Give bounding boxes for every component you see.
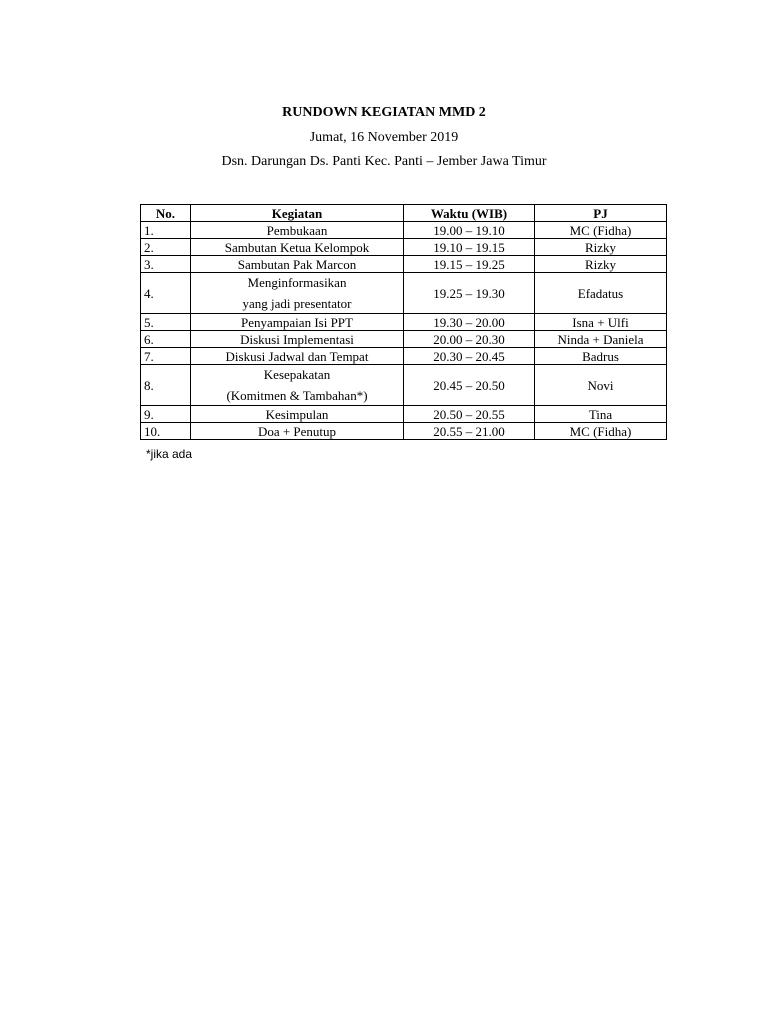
cell-no: 8. xyxy=(141,365,191,406)
cell-no: 1. xyxy=(141,222,191,239)
cell-pj: Ninda + Daniela xyxy=(535,331,667,348)
table-row xyxy=(141,406,667,423)
table-row xyxy=(141,314,667,331)
cell-waktu: 19.10 – 19.15 xyxy=(404,239,535,256)
cell-kegiatan xyxy=(191,365,404,406)
document-title: RUNDOWN KEGIATAN MMD 2 xyxy=(282,105,486,120)
cell-pj: Novi xyxy=(535,365,667,406)
cell-kegiatan-line2: (Komitmen & Tambahan*) xyxy=(226,388,368,403)
cell-waktu: 19.00 – 19.10 xyxy=(404,222,535,239)
cell-no: 5. xyxy=(141,314,191,331)
cell-waktu: 20.30 – 20.45 xyxy=(404,348,535,365)
table-body xyxy=(141,222,667,440)
table-header-row xyxy=(141,205,667,222)
cell-pj: Badrus xyxy=(535,348,667,365)
table-row xyxy=(141,365,667,406)
cell-pj: Rizky xyxy=(535,256,667,273)
cell-waktu: 19.30 – 20.00 xyxy=(404,314,535,331)
rundown-table xyxy=(140,204,667,440)
cell-kegiatan xyxy=(191,273,404,314)
table-row xyxy=(141,423,667,440)
table-row xyxy=(141,348,667,365)
cell-pj: Tina xyxy=(535,406,667,423)
cell-kegiatan: Kesimpulan xyxy=(191,406,404,423)
cell-kegiatan: Penyampaian Isi PPT xyxy=(191,314,404,331)
cell-waktu: 19.15 – 19.25 xyxy=(404,256,535,273)
table-row xyxy=(141,273,667,314)
cell-no: 10. xyxy=(141,423,191,440)
cell-waktu: 19.25 – 19.30 xyxy=(404,273,535,314)
cell-no: 4. xyxy=(141,273,191,314)
header-no: No. xyxy=(141,205,191,222)
cell-kegiatan: Diskusi Jadwal dan Tempat xyxy=(191,348,404,365)
footnote: *jika ada xyxy=(146,447,193,461)
cell-pj: Rizky xyxy=(535,239,667,256)
cell-waktu: 20.00 – 20.30 xyxy=(404,331,535,348)
header-pj: PJ xyxy=(535,205,667,222)
table-row xyxy=(141,256,667,273)
cell-waktu: 20.50 – 20.55 xyxy=(404,406,535,423)
table-row xyxy=(141,239,667,256)
cell-pj: MC (Fidha) xyxy=(535,222,667,239)
cell-kegiatan: Sambutan Ketua Kelompok xyxy=(191,239,404,256)
cell-kegiatan-line2: yang jadi presentator xyxy=(242,296,352,311)
table-row xyxy=(141,222,667,239)
cell-no: 9. xyxy=(141,406,191,423)
cell-no: 7. xyxy=(141,348,191,365)
cell-kegiatan: Doa + Penutup xyxy=(191,423,404,440)
header-waktu: Waktu (WIB) xyxy=(404,205,535,222)
cell-waktu: 20.55 – 21.00 xyxy=(404,423,535,440)
cell-kegiatan: Sambutan Pak Marcon xyxy=(191,256,404,273)
cell-kegiatan: Pembukaan xyxy=(191,222,404,239)
cell-kegiatan-line1: Kesepakatan xyxy=(263,367,331,382)
header-kegiatan: Kegiatan xyxy=(191,205,404,222)
cell-pj: Efadatus xyxy=(535,273,667,314)
cell-no: 3. xyxy=(141,256,191,273)
table-row xyxy=(141,331,667,348)
document-date: Jumat, 16 November 2019 xyxy=(309,130,459,145)
cell-no: 2. xyxy=(141,239,191,256)
cell-waktu: 20.45 – 20.50 xyxy=(404,365,535,406)
cell-no: 6. xyxy=(141,331,191,348)
cell-kegiatan-line1: Menginformasikan xyxy=(247,275,347,290)
cell-pj: MC (Fidha) xyxy=(535,423,667,440)
cell-kegiatan: Diskusi Implementasi xyxy=(191,331,404,348)
document-location: Dsn. Darungan Ds. Panti Kec. Panti – Jember Jawa Timur xyxy=(221,154,547,169)
cell-pj: Isna + Ulfi xyxy=(535,314,667,331)
